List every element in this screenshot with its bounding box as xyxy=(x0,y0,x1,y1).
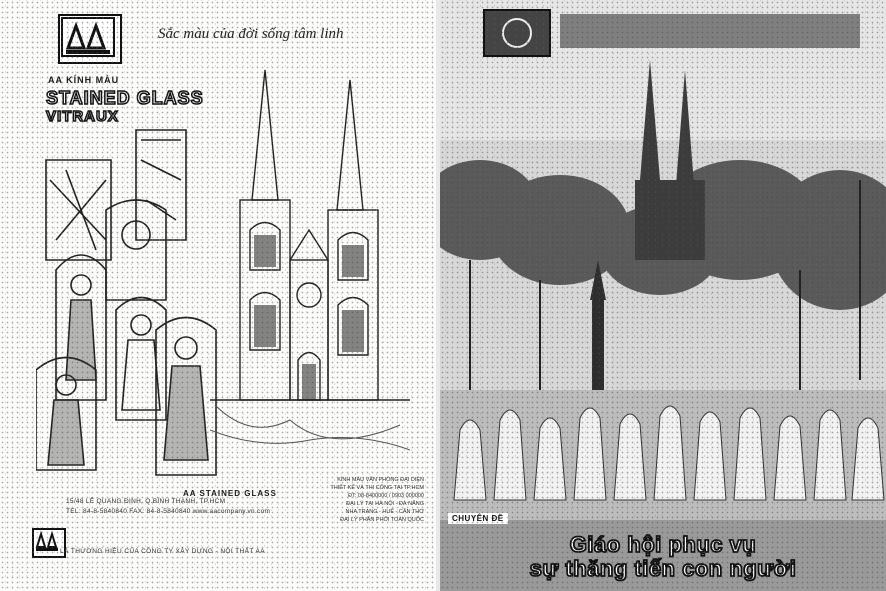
cover-headline-line2: sự thăng tiến con người xyxy=(529,556,797,581)
brand-title-line2: VITRAUX xyxy=(46,108,119,125)
dealer-line: ĐẠI LÝ PHÂN PHỐI TOÀN QUỐC xyxy=(340,517,424,523)
cover-photo xyxy=(440,0,886,591)
dealer-list xyxy=(284,476,424,524)
masthead-emblem-icon xyxy=(482,8,552,58)
cover-headline-line1: Giáo hội phục vụ xyxy=(569,532,757,557)
aa-logo-top xyxy=(58,14,122,64)
section-label: CHUYÊN ĐỀ xyxy=(448,513,508,524)
left-page-advertisement xyxy=(0,0,436,591)
stained-glass-illustration xyxy=(36,120,226,480)
footer-brand-note: LÀ THƯƠNG HIỆU CỦA CÔNG TY XÂY DỰNG - NỘI THẤT AA xyxy=(60,548,265,555)
brand-small-label: AA KÍNH MÀU xyxy=(48,75,120,85)
dealer-line: KÍNH MÀU VĂN PHÒNG ĐẠI DIỆN xyxy=(337,477,424,483)
brand-title-line1: STAINED GLASS xyxy=(46,88,204,108)
company-contact: TEL: 84-8-5840840 FAX: 84-8-5840840 www.aacompany.vn.com xyxy=(66,508,271,515)
dealer-line: ĐẠI LÝ TẠI HÀ NỘI - ĐÀ NẴNG xyxy=(346,501,424,507)
aa-logo-mark-small xyxy=(34,530,60,552)
tagline: Sắc màu của đời sống tâm linh xyxy=(158,26,344,42)
company-name: AA STAINED GLASS xyxy=(183,489,277,498)
cathedral-illustration xyxy=(210,60,410,460)
masthead-band xyxy=(560,14,860,48)
company-address: 15/48 LÊ QUANG ĐỊNH, Q.BÌNH THẠNH, TP.HCM xyxy=(66,498,226,505)
aa-logo-mark xyxy=(60,16,116,58)
dealer-line: ĐT: 08-8400000 / 0903 000000 xyxy=(348,493,424,499)
right-page-cover xyxy=(440,0,886,591)
dealer-line: THIẾT KẾ VÀ THI CÔNG TẠI TP.HCM xyxy=(330,485,424,491)
dealer-line: NHA TRANG - HUẾ - CẦN THƠ xyxy=(345,509,424,515)
